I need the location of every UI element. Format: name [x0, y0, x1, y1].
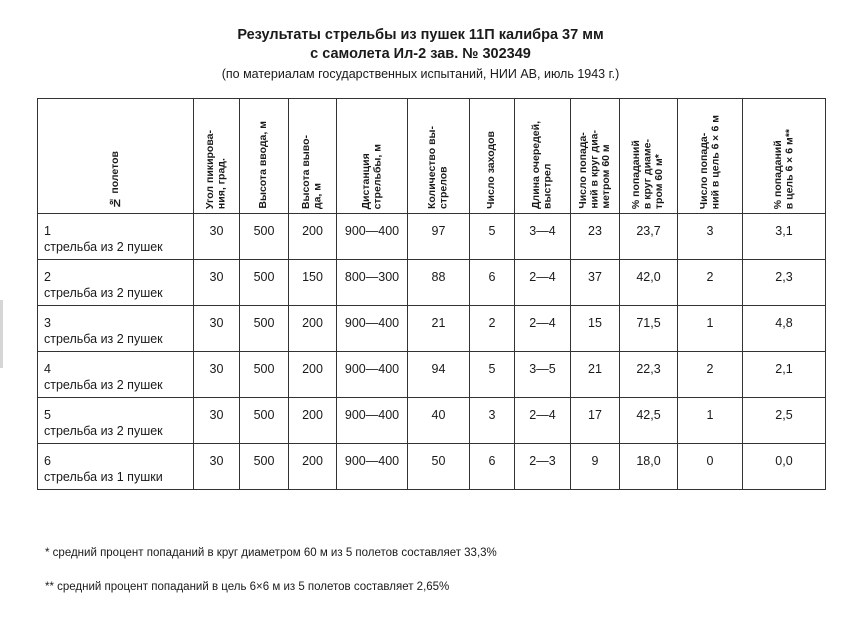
- flight-note: стрельба из 2 пушек: [44, 378, 163, 392]
- table-cell: 500: [240, 260, 289, 306]
- header-label: Число заходов: [485, 131, 498, 209]
- table-cell: 71,5: [620, 306, 678, 352]
- flight-number: 2: [44, 270, 51, 284]
- table-cell: 900—400: [337, 214, 408, 260]
- header-dive-angle: [194, 99, 240, 214]
- table-cell: 800—300: [337, 260, 408, 306]
- header-circle-hits: [571, 99, 620, 214]
- table-cell: 500: [240, 306, 289, 352]
- footnote-target-average: ** средний процент попаданий в цель 6×6 м из 5 полетов составляет 2,65%: [45, 581, 450, 593]
- table-cell: 200: [289, 214, 337, 260]
- header-target-hits: [678, 99, 743, 214]
- header-label: Дистанция стрельбы, м: [359, 143, 383, 209]
- table-cell: 42,0: [620, 260, 678, 306]
- table-cell: 9: [571, 444, 620, 490]
- table-row: [38, 352, 826, 398]
- table-cell: 3—4: [515, 214, 571, 260]
- flight-note: стрельба из 2 пушек: [44, 424, 163, 438]
- table-cell: 3,1: [743, 214, 826, 260]
- table-cell: 21: [408, 306, 470, 352]
- flight-cell: [38, 398, 194, 444]
- table-cell: 2,5: [743, 398, 826, 444]
- table-row: [38, 306, 826, 352]
- table-cell: 150: [289, 260, 337, 306]
- header-label: % попаданий в цель 6×6 м**: [771, 128, 795, 209]
- table-cell: 200: [289, 306, 337, 352]
- table-cell: 97: [408, 214, 470, 260]
- table-row: [38, 398, 826, 444]
- table-cell: 94: [408, 352, 470, 398]
- table-cell: 1: [678, 306, 743, 352]
- table-cell: 2: [470, 306, 515, 352]
- header-label: Число попада- ний в цель 6×6 м: [697, 114, 721, 209]
- table-cell: 500: [240, 398, 289, 444]
- table-cell: 5: [470, 214, 515, 260]
- document-title-line1: Результаты стрельбы из пушек 11П калибра 37 мм: [237, 27, 604, 43]
- flight-number: 5: [44, 408, 51, 422]
- header-pass-count: [470, 99, 515, 214]
- flight-note: стрельба из 1 пушки: [44, 470, 163, 484]
- table-cell: 17: [571, 398, 620, 444]
- table-cell: 2: [678, 352, 743, 398]
- header-flight-number: [38, 99, 194, 214]
- table-cell: 21: [571, 352, 620, 398]
- table-cell: 200: [289, 444, 337, 490]
- flight-number: 3: [44, 316, 51, 330]
- table-cell: 6: [470, 444, 515, 490]
- flight-cell: [38, 306, 194, 352]
- page-edge-mark: [0, 300, 3, 368]
- table-cell: 0: [678, 444, 743, 490]
- table-cell: 200: [289, 398, 337, 444]
- table-cell: 30: [194, 306, 240, 352]
- flight-number: 4: [44, 362, 51, 376]
- table-cell: 30: [194, 352, 240, 398]
- table-cell: 23: [571, 214, 620, 260]
- header-firing-distance: [337, 99, 408, 214]
- table-cell: 900—400: [337, 398, 408, 444]
- table-cell: 2—4: [515, 260, 571, 306]
- table-row: [38, 214, 826, 260]
- table-cell: 6: [470, 260, 515, 306]
- table-cell: 18,0: [620, 444, 678, 490]
- header-label: Длина очередей, выстрел: [530, 121, 554, 209]
- table-cell: 37: [571, 260, 620, 306]
- table-cell: 30: [194, 398, 240, 444]
- table-row: [38, 444, 826, 490]
- table-cell: 5: [470, 352, 515, 398]
- header-label: № полетов: [108, 151, 121, 209]
- table-cell: 40: [408, 398, 470, 444]
- flight-note: стрельба из 2 пушек: [44, 286, 163, 300]
- table-cell: 2—3: [515, 444, 571, 490]
- table-row: [38, 260, 826, 306]
- table-cell: 3—5: [515, 352, 571, 398]
- table-cell: 42,5: [620, 398, 678, 444]
- table-cell: 22,3: [620, 352, 678, 398]
- table-cell: 0,0: [743, 444, 826, 490]
- header-exit-altitude: [289, 99, 337, 214]
- table-cell: 500: [240, 444, 289, 490]
- header-label: Высота выво- да, м: [300, 134, 324, 209]
- flight-cell: [38, 444, 194, 490]
- table-cell: 500: [240, 214, 289, 260]
- table-cell: 2—4: [515, 398, 571, 444]
- table-cell: 30: [194, 444, 240, 490]
- flight-number: 1: [44, 224, 51, 238]
- table-cell: 30: [194, 260, 240, 306]
- table-cell: 15: [571, 306, 620, 352]
- table-cell: 50: [408, 444, 470, 490]
- table-cell: 88: [408, 260, 470, 306]
- table-cell: 30: [194, 214, 240, 260]
- flight-note: стрельба из 2 пушек: [44, 240, 163, 254]
- table-header-row: [38, 99, 826, 214]
- table-cell: 23,7: [620, 214, 678, 260]
- header-label: Количество вы- стрелов: [426, 125, 450, 209]
- table-cell: 2—4: [515, 306, 571, 352]
- results-table: [37, 98, 826, 490]
- header-label: Число попада- ний в круг диа- метром 60 м: [576, 130, 612, 209]
- header-circle-hit-percent: [620, 99, 678, 214]
- header-label: Высота ввода, м: [257, 121, 270, 209]
- header-target-hit-percent: [743, 99, 826, 214]
- document-subtitle: (по материалам государственных испытаний, НИИ АВ, июль 1943 г.): [221, 67, 620, 81]
- flight-cell: [38, 214, 194, 260]
- flight-cell: [38, 352, 194, 398]
- table-cell: 2,3: [743, 260, 826, 306]
- header-burst-length: [515, 99, 571, 214]
- header-label: Угол пикирова- ния, град.: [204, 129, 228, 209]
- table-cell: 2: [678, 260, 743, 306]
- document-title-line2: с самолета Ил-2 зав. № 302349: [310, 46, 531, 62]
- header-shot-count: [408, 99, 470, 214]
- table-cell: 500: [240, 352, 289, 398]
- flight-cell: [38, 260, 194, 306]
- footnote-circle-average: * средний процент попаданий в круг диаметром 60 м из 5 полетов составляет 33,3%: [45, 547, 497, 559]
- table-cell: 1: [678, 398, 743, 444]
- table-cell: 2,1: [743, 352, 826, 398]
- table-cell: 900—400: [337, 352, 408, 398]
- table-cell: 900—400: [337, 306, 408, 352]
- table-cell: 4,8: [743, 306, 826, 352]
- flight-number: 6: [44, 454, 51, 468]
- table-cell: 900—400: [337, 444, 408, 490]
- flight-note: стрельба из 2 пушек: [44, 332, 163, 346]
- table-cell: 3: [678, 214, 743, 260]
- table-cell: 3: [470, 398, 515, 444]
- header-entry-altitude: [240, 99, 289, 214]
- header-label: % попаданий в круг диаме- тром 60 м*: [630, 138, 666, 209]
- table-cell: 200: [289, 352, 337, 398]
